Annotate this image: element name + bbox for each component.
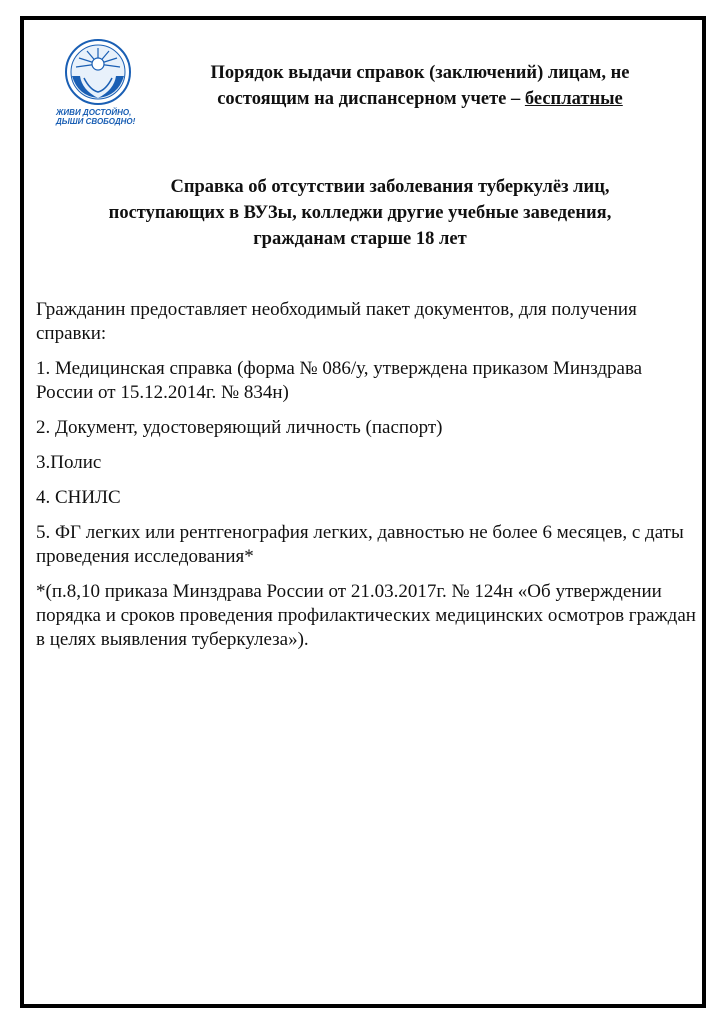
heading-line-3: гражданам старше 18 лет [253,229,467,249]
free-label: бесплатные [524,89,623,109]
page-title [150,60,690,112]
title-line-1: Порядок выдачи справок (заключений) лицам, не [210,63,630,83]
list-item: 2. Документ, удостоверяющий личность (паспорт) [36,417,443,438]
heading-line-2: поступающих в ВУЗы, колледжи другие учебные заведения, [108,203,612,223]
heading-line-1: Справка об отсутствии заболевания туберкулёз лиц, [170,177,610,197]
intro-paragraph: Гражданин предоставляет необходимый пакет документов, для получения справки: [36,299,637,344]
logo [56,38,140,134]
certificate-heading [40,174,680,252]
logo-slogan: ЖИВИ ДОСТОЙНО, ДЫШИ СВОБОДНО! [56,108,136,126]
document-body [36,298,696,663]
lungs-hands-sun-icon [56,38,140,108]
footnote: *(п.8,10 приказа Минздрава России от 21.03.2017г. № 124н «Об утверждении порядка и сроков проведения профилактических медицинских осмотров граждан в целях выявления туберкулеза»). [36,581,696,650]
list-item: 3.Полис [36,452,102,473]
list-item: 5. ФГ легких или рентгенография легких, давностью не более 6 месяцев, с даты проведения исследования* [36,522,684,567]
list-item: 1. Медицинская справка (форма № 086/у, утверждена приказом Минздрава России от 15.12.2014г. № 834н) [36,358,643,403]
title-line-2: состоящим на диспансерном учете – бесплатные [217,89,623,109]
list-item: 4. СНИЛС [36,487,121,508]
